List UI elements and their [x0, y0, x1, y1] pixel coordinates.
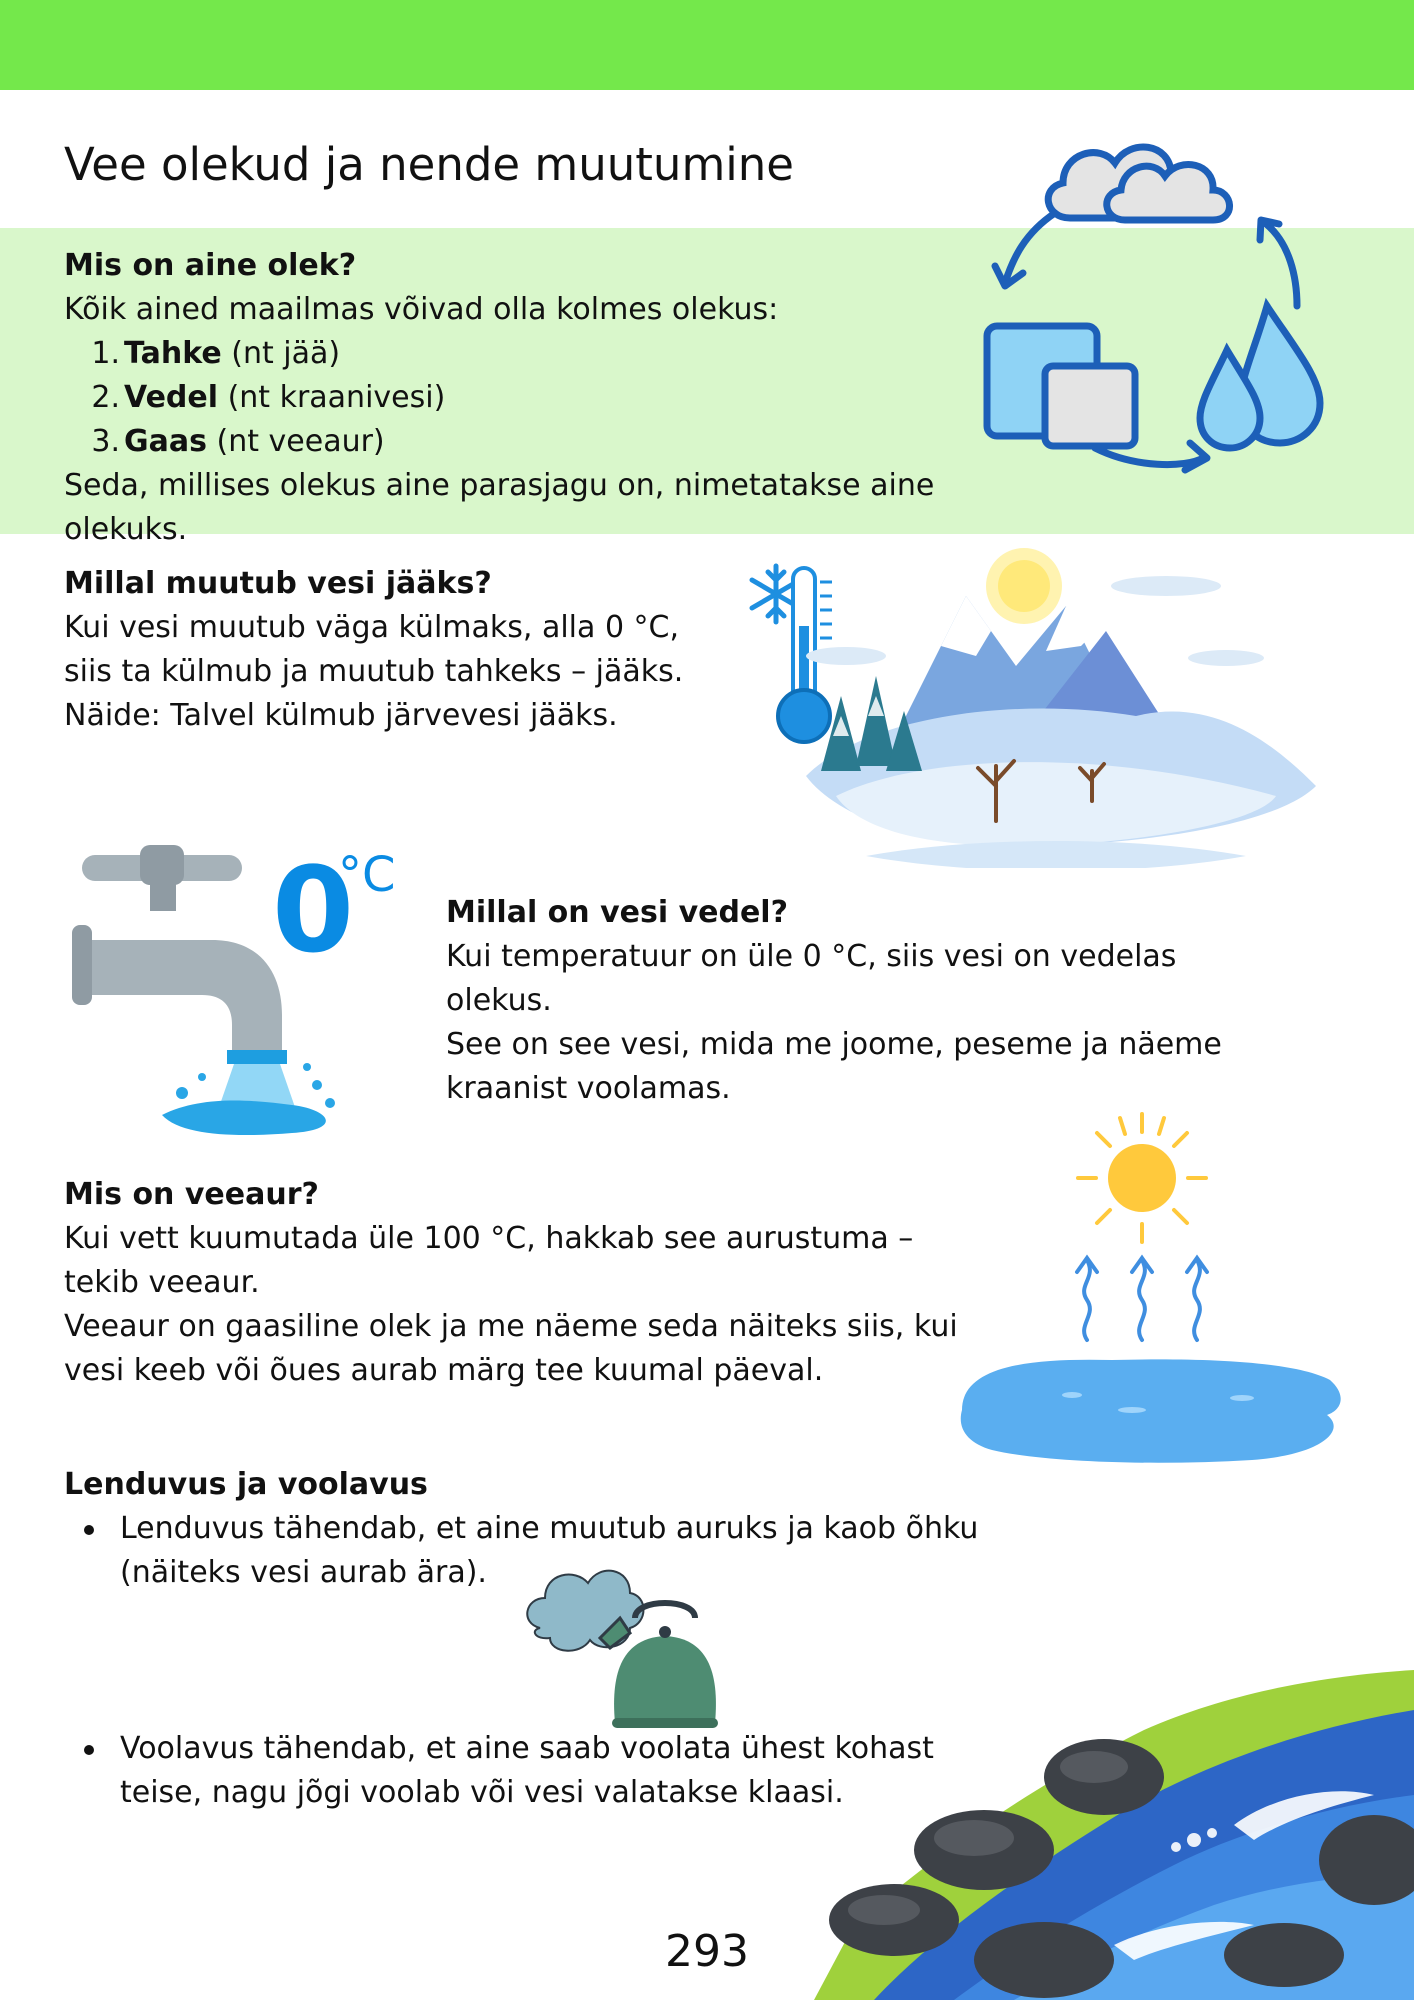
text-line: Kui vett kuumutada üle 100 °C, hakkab see aurustuma – — [64, 1221, 914, 1256]
list-item — [64, 332, 1064, 376]
state-name: Tahke — [124, 336, 222, 371]
section-heading: Mis on aine olek? — [64, 248, 357, 283]
sun-icon — [1078, 1114, 1206, 1242]
states-list — [64, 332, 1064, 464]
vapor-section — [64, 1173, 964, 1393]
text-line: Veeaur on gaasiline olek ja me näeme seda näiteks siis, kui — [64, 1309, 958, 1344]
badge-unit: °C — [338, 847, 396, 903]
text-line: Kui vesi muutub väga külmaks, alla 0 °C, — [64, 610, 680, 645]
section-intro: Kõik ained maailmas võivad olla kolmes olekus: — [64, 292, 779, 327]
evaporation-illustration — [952, 1110, 1352, 1470]
text-line: Kui temperatuur on üle 0 °C, siis vesi on vedelas — [446, 939, 1177, 974]
text-line: Lenduvus tähendab, et aine muutub auruks ja kaob õhku — [120, 1511, 979, 1546]
freezing-section — [64, 562, 724, 738]
list-number: 1. — [91, 336, 120, 371]
state-definition-section — [64, 244, 1064, 552]
bullet-icon — [84, 1525, 94, 1535]
state-name: Gaas — [124, 424, 207, 459]
text-line: siis ta külmub ja muutub tahkeks – jääks. — [64, 654, 684, 689]
text-line: kraanist voolamas. — [446, 1071, 731, 1106]
kettle-illustration — [520, 1558, 750, 1733]
steam-cloud-icon — [527, 1571, 643, 1651]
cloud-icon — [1048, 147, 1229, 220]
page-number: 293 — [665, 1926, 749, 1977]
list-number: 3. — [91, 424, 120, 459]
zero-degrees-badge — [272, 841, 422, 980]
text-line: Näide: Talvel külmub järvevesi jääks. — [64, 698, 618, 733]
kettle-icon — [600, 1603, 718, 1728]
evaporation-arrows-icon — [1077, 1258, 1207, 1340]
puddle-illustration — [961, 1359, 1341, 1462]
section-heading: Lenduvus ja voolavus — [64, 1467, 428, 1502]
winter-landscape-illustration — [716, 546, 1336, 868]
state-name: Vedel — [124, 380, 219, 415]
text-line: olekus. — [446, 983, 552, 1018]
water-cycle-icon — [975, 118, 1335, 488]
text-line: vesi keeb või õues aurab märg tee kuumal päeval. — [64, 1353, 824, 1388]
text-line: teise, nagu jõgi voolab või vesi valatakse klaasi. — [120, 1775, 844, 1810]
state-example: (nt veeaur) — [206, 424, 385, 459]
text-line: See on see vesi, mida me joome, peseme ja näeme — [446, 1027, 1222, 1062]
section-heading: Mis on veeaur? — [64, 1177, 319, 1212]
top-bar — [0, 0, 1414, 90]
list-number: 2. — [91, 380, 120, 415]
section-heading: Millal on vesi vedel? — [446, 895, 788, 930]
text-line: tekib veeaur. — [64, 1265, 260, 1300]
list-item — [64, 376, 1064, 420]
text-line: (näiteks vesi aurab ära). — [120, 1555, 487, 1590]
page-title: Vee olekud ja nende muutumine — [64, 138, 794, 191]
section-heading: Millal muutub vesi jääks? — [64, 566, 492, 601]
liquid-section — [446, 891, 1246, 1111]
section-outro: Seda, millises olekus aine parasjagu on, nimetatakse aine olekuks. — [64, 468, 935, 547]
water-drops-icon — [1200, 306, 1320, 448]
text-line: Voolavus tähendab, et aine saab voolata ühest kohast — [120, 1731, 934, 1766]
badge-number: 0 — [272, 841, 355, 979]
bullet-icon — [84, 1745, 94, 1755]
ice-cube-icon — [987, 326, 1135, 446]
state-example: (nt jää) — [221, 336, 341, 371]
state-example: (nt kraanivesi) — [218, 380, 446, 415]
list-item — [64, 420, 1064, 464]
